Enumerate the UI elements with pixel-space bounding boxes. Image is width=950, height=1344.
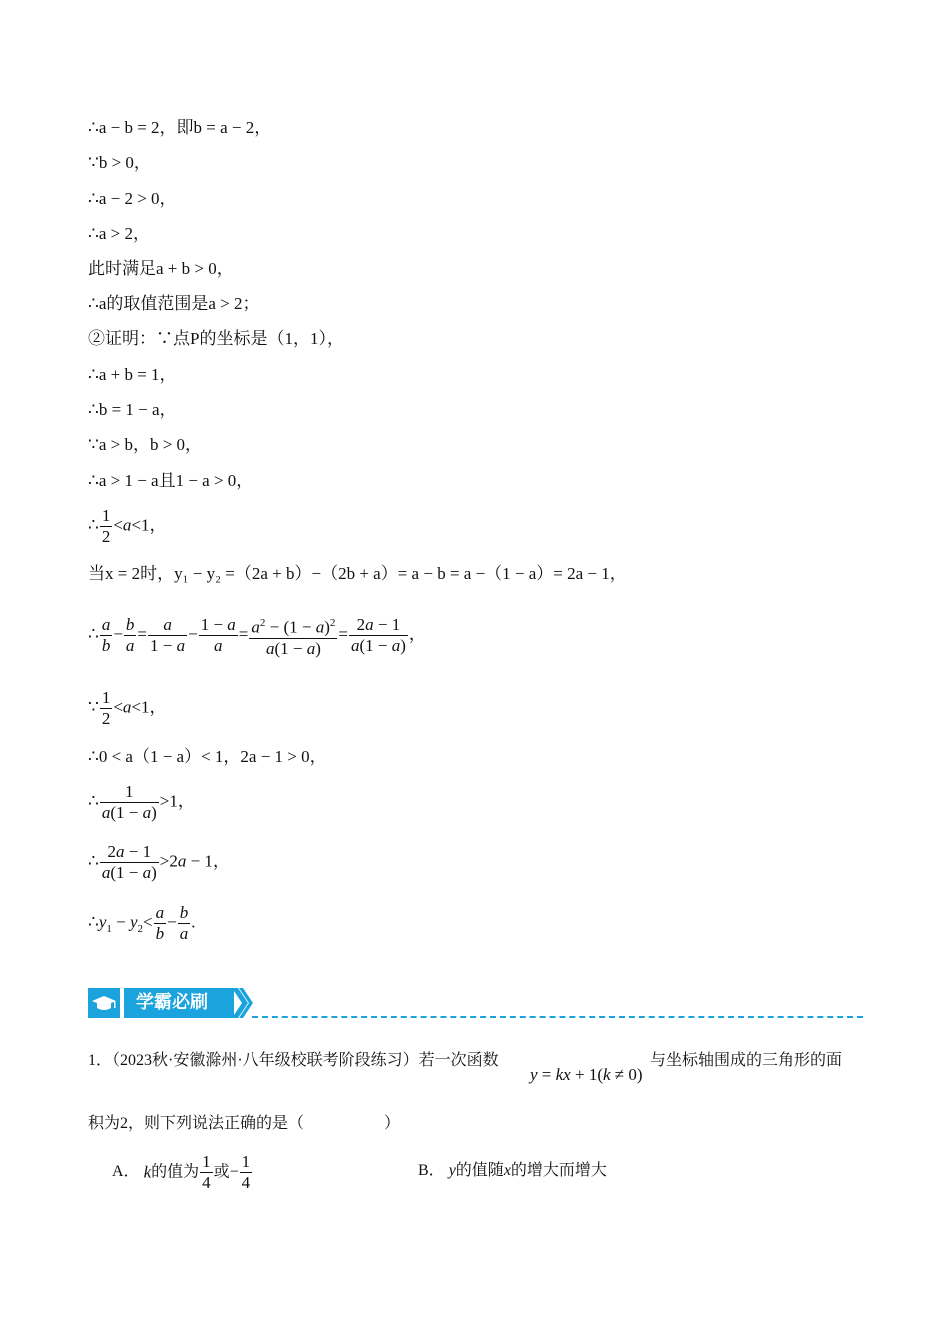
solution-line-18: ∴ $\frac{2a - 1}{a(1 - a)}$ >2a − 1，	[88, 842, 230, 882]
option-a[interactable]: A． k的值为 $\frac{1}{4}$ 或− $\frac{1}{4}$	[112, 1152, 251, 1192]
solution-line-17: ∴ $\frac{1}{a(1 - a)}$ >1，	[88, 782, 195, 822]
solution-line-3: ∴a − 2 > 0，	[88, 189, 177, 208]
divider	[252, 1016, 863, 1018]
solution-line-12: ∴ $\frac{1}{2}$ <a<1，	[88, 506, 167, 546]
question-function: y = kx + 1(k ≠ 0)	[530, 1065, 643, 1084]
fraction: $\frac{2a - 1}{a(1 - a)}$	[101, 842, 157, 882]
option-b[interactable]: B． y的值随x的增大而增大	[418, 1162, 607, 1179]
solution-line-5: 此时满足a + b > 0，	[88, 259, 234, 278]
section-banner	[88, 985, 863, 1021]
fraction: $\frac{1}{2}$	[101, 506, 111, 546]
fraction: $\frac{1}{4}$	[241, 1152, 251, 1192]
fraction: $\frac{2a - 1}{a(1 - a)}$	[351, 615, 406, 656]
solution-line-15: ∵ $\frac{1}{2}$ <a<1，	[88, 688, 167, 728]
fraction: $\frac{b}{a}$	[125, 615, 135, 656]
fraction: $\frac{1 - a}{a}$	[200, 615, 236, 656]
section-title: 学霸必刷	[124, 988, 234, 1018]
fraction: $\frac{1}{a(1 - a)}$	[101, 782, 157, 822]
solution-line-10: ∵a > b，b > 0，	[88, 435, 203, 454]
solution-line-1: ∴a − b = 2，即b = a − 2，	[88, 118, 272, 137]
fraction: $\frac{a}{b}$	[101, 615, 111, 656]
solution-line-4: ∴a > 2，	[88, 224, 150, 243]
solution-line-7: ②证明：∵点P的坐标是（1，1），	[88, 329, 344, 348]
fraction: $\frac{a^2 - (1 - a)^2}{a(1 - a)}$	[249, 613, 337, 659]
solution-line-13: 当x = 2时，y₁ − y₂ =（2a + b）−（2b + a）= a − b = a −（1 − a）= 2a − 1，	[88, 564, 627, 583]
solution-line-9: ∴b = 1 − a，	[88, 400, 177, 419]
fraction: $\frac{1}{4}$	[202, 1152, 211, 1192]
question-text-after: 与坐标轴围成的三角形的面	[650, 1052, 843, 1069]
question-number: 1．	[88, 1052, 113, 1069]
question-source: （2023秋·安徽滁州·八年级校联考阶段练习）若一次函数	[112, 1052, 499, 1069]
question-1-line-1	[88, 1050, 499, 1072]
fraction: $\frac{a}{1 - a}$	[150, 615, 186, 656]
fraction: $\frac{a}{b}$	[155, 903, 165, 943]
chevron-right-icon	[232, 985, 254, 1021]
solution-line-11: ∴a > 1 − a且1 − a > 0，	[88, 471, 254, 490]
solution-line-14: ∴ $\frac{a}{b}$ − $\frac{b}{a}$ = $\frac{a}{1 - a}$ − $\frac{1 - a}{a}$ = $\frac{a^2 - (1 - a)^2}{a(1 - a)}$ = $\frac{2a - 1}{a(1 - a)}$ ，	[88, 613, 426, 659]
question-1-line-2: 积为2，则下列说法正确的是（ ）	[88, 1115, 401, 1132]
solution-line-19: $\therefore y_1 - y_2<$ $\frac{a}{b}$ − $\frac{b}{a}$ .	[88, 903, 196, 943]
solution-line-8: ∴a + b = 1，	[88, 365, 177, 384]
fraction: $\frac{b}{a}$	[179, 903, 189, 943]
graduation-cap-icon	[88, 988, 120, 1018]
solution-line-16: ∴0 < a（1 − a）< 1，2a − 1 > 0，	[88, 747, 327, 766]
solution-line-6: ∴a的取值范围是a > 2；	[88, 294, 260, 313]
solution-line-2: ∵b > 0，	[88, 153, 151, 172]
fraction: $\frac{1}{2}$	[101, 688, 111, 728]
